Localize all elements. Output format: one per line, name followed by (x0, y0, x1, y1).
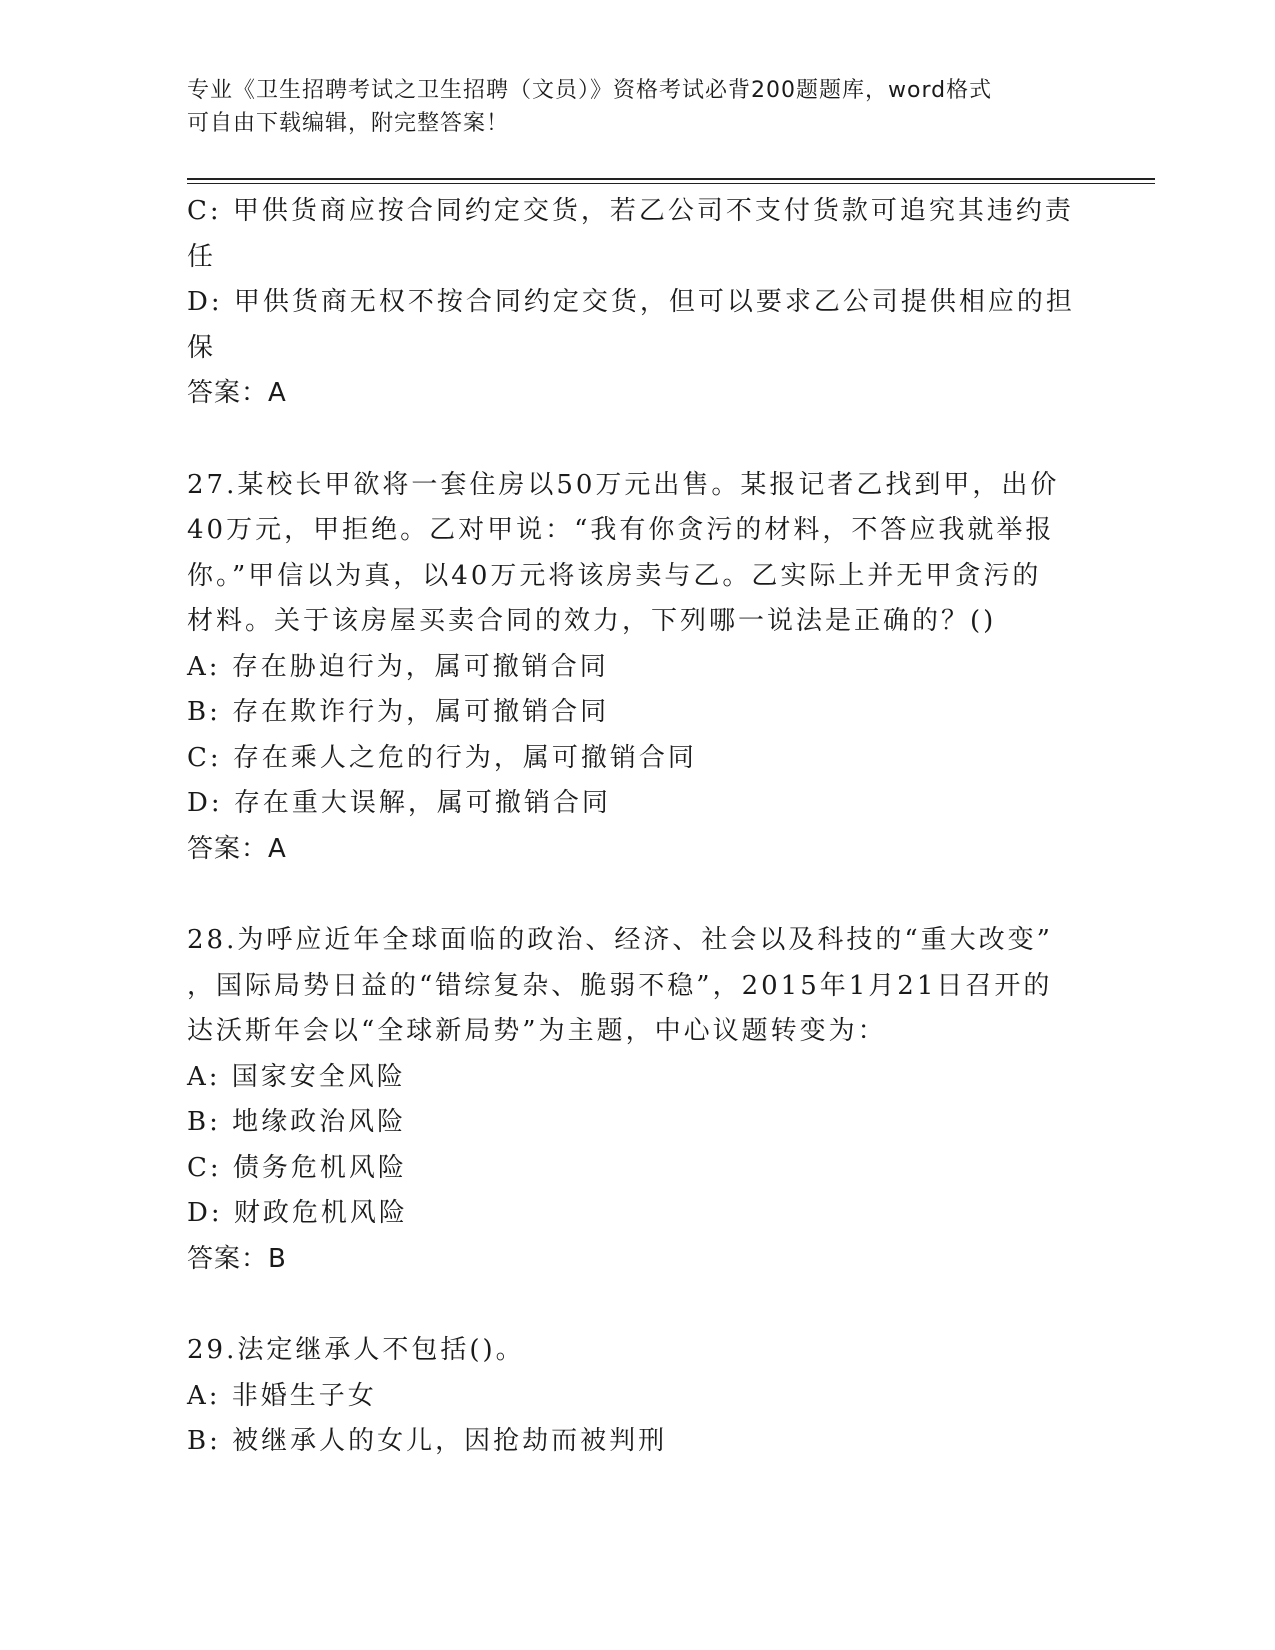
spacer (187, 1282, 1087, 1328)
option-d: D: 财政危机风险 (187, 1198, 408, 1228)
option-c: C: 存在乘人之危的行为，属可撤销合同 (187, 742, 697, 773)
question-stem: 28.为呼应近年全球面临的政治、经济、社会以及科技的“重大改变” (187, 925, 1053, 955)
header-rule-thick (187, 178, 1155, 180)
option-d-continued: 保 (187, 332, 217, 363)
spacer (187, 417, 1087, 463)
spacer (187, 872, 1087, 918)
option-b: B: 存在欺诈行为，属可撤销合同 (187, 697, 610, 727)
option-a: A: 存在胁迫行为，属可撤销合同 (187, 651, 609, 682)
question-stem: 27.某校长甲欲将一套住房以50万元出售。某报记者乙找到甲，出价 (187, 469, 1060, 500)
option-c-continued: 任 (187, 241, 217, 272)
option-b: B: 被继承人的女儿，因抢劫而被判刑 (187, 1426, 668, 1456)
question-stem: 40万元，甲拒绝。乙对甲说：“我有你贪污的材料，不答应我就举报 (187, 515, 1055, 545)
option-a: A: 国家安全风险 (187, 1061, 406, 1092)
option-c: C: 债务危机风险 (187, 1152, 407, 1183)
question-28 (187, 918, 1087, 1282)
question-stem: 达沃斯年会以“全球新局势”为主题，中心议题转变为： (187, 1016, 887, 1046)
question-29 (187, 1328, 1087, 1465)
answer: 答案：A (187, 378, 287, 408)
question-stem: 29.法定继承人不包括()。 (187, 1335, 525, 1365)
question-stem: 你。”甲信以为真，以40万元将该房卖与乙。乙实际上并无甲贪污的 (187, 560, 1042, 591)
question-stem: ，国际局势日益的“错综复杂、脆弱不稳”，2015年1月21日召开的 (187, 970, 1053, 1001)
option-c: C: 甲供货商应按合同约定交货，若乙公司不支付货款可追究其违约责 (187, 196, 1074, 226)
header-line-2: 可自由下载编辑，附完整答案！ (187, 111, 510, 136)
option-d: D: 存在重大误解，属可撤销合同 (187, 788, 611, 818)
option-d: D: 甲供货商无权不按合同约定交货，但可以要求乙公司提供相应的担 (187, 287, 1075, 317)
question-27 (187, 463, 1087, 873)
answer: 答案：B (187, 1243, 287, 1274)
document-header (187, 74, 1067, 140)
header-line-1: 专业《卫生招聘考试之卫生招聘（文员）》资格考试必背200题题库，word格式 (187, 78, 993, 103)
option-a: A: 非婚生子女 (187, 1380, 377, 1411)
document-body (187, 189, 1087, 1465)
question-26 (187, 189, 1087, 417)
option-b: B: 地缘政治风险 (187, 1107, 407, 1137)
header-rule-thin (187, 183, 1155, 184)
question-stem: 材料。关于该房屋买卖合同的效力，下列哪一说法是正确的？() (187, 606, 997, 636)
answer: 答案：A (187, 833, 287, 864)
